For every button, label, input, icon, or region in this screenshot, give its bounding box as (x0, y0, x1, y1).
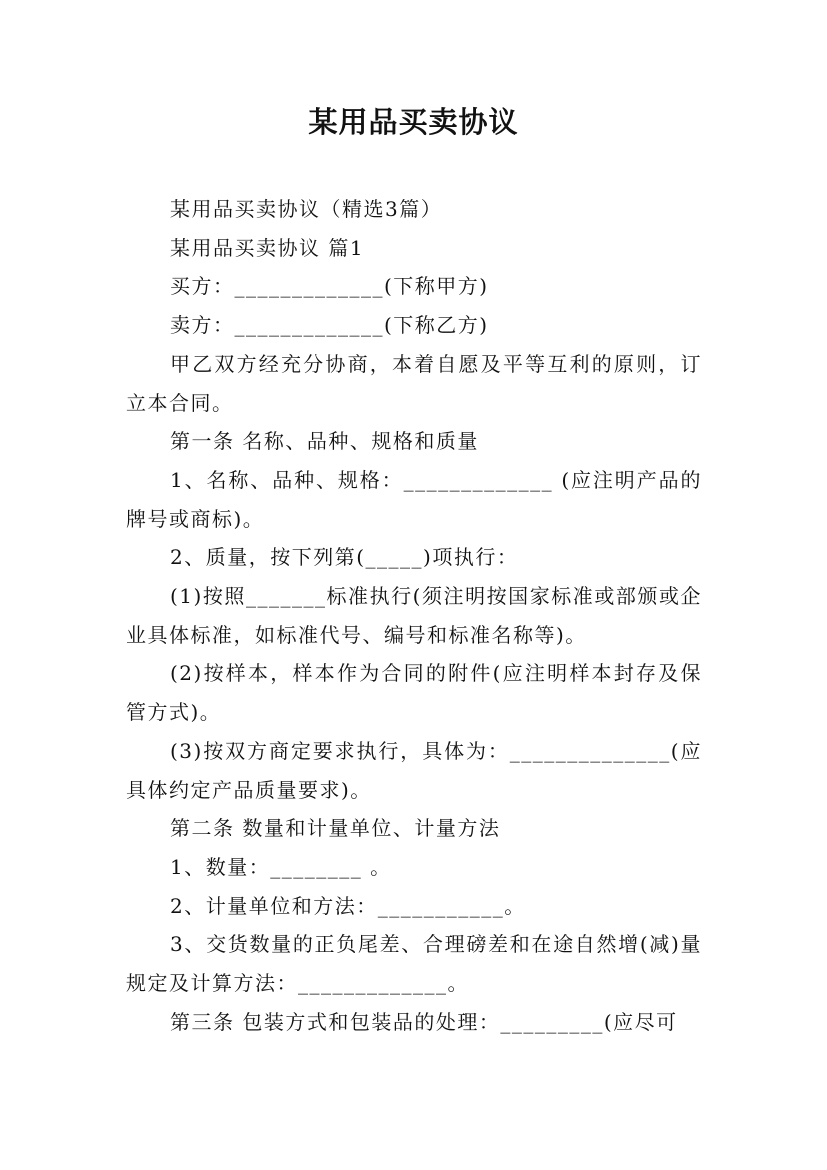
paragraph-item: (2)按样本，样本作为合同的附件(应注明样本封存及保管方式)。 (126, 661, 702, 725)
paragraph-item: 2、计量单位和方法：___________。 (170, 893, 526, 918)
paragraph-part-heading: 某用品买卖协议 篇1 (170, 235, 365, 260)
paragraph-article-2: 第二条 数量和计量单位、计量方法 (170, 816, 501, 841)
document-title: 某用品买卖协议 (308, 105, 519, 139)
paragraph-preamble: 甲乙双方经充分协商，本着自愿及平等互利的原则，订立本合同。 (126, 351, 702, 415)
paragraph-item: 3、交货数量的正负尾差、合理磅差和在途自然增(减)量规定及计算方法：_____________。 (126, 932, 702, 996)
paragraph-subtitle: 某用品买卖协议（精选3篇） (170, 197, 443, 221)
paragraph-seller: 卖方：_____________(下称乙方) (170, 313, 489, 338)
document-body (126, 190, 702, 1041)
paragraph-item: (3)按双方商定要求执行，具体为：______________(应具体约定产品质量要求)。 (126, 738, 702, 802)
paragraph-article-3: 第三条 包装方式和包装品的处理：_________(应尽可 (170, 1009, 678, 1034)
paragraph-item: (1)按照_______标准执行(须注明按国家标准或部颁或企业具体标准，如标准代号、编号和标准名称等)。 (126, 584, 702, 647)
paragraph-item: 1、名称、品种、规格：_____________ (应注明产品的牌号或商标)。 (126, 467, 702, 531)
paragraph-buyer: 买方：_____________(下称甲方) (170, 274, 489, 299)
paragraph-item: 1、数量：________ 。 (170, 854, 392, 879)
paragraph-article-1: 第一条 名称、品种、规格和质量 (170, 429, 479, 454)
paragraph-item: 2、质量，按下列第(_____)项执行： (170, 545, 519, 570)
